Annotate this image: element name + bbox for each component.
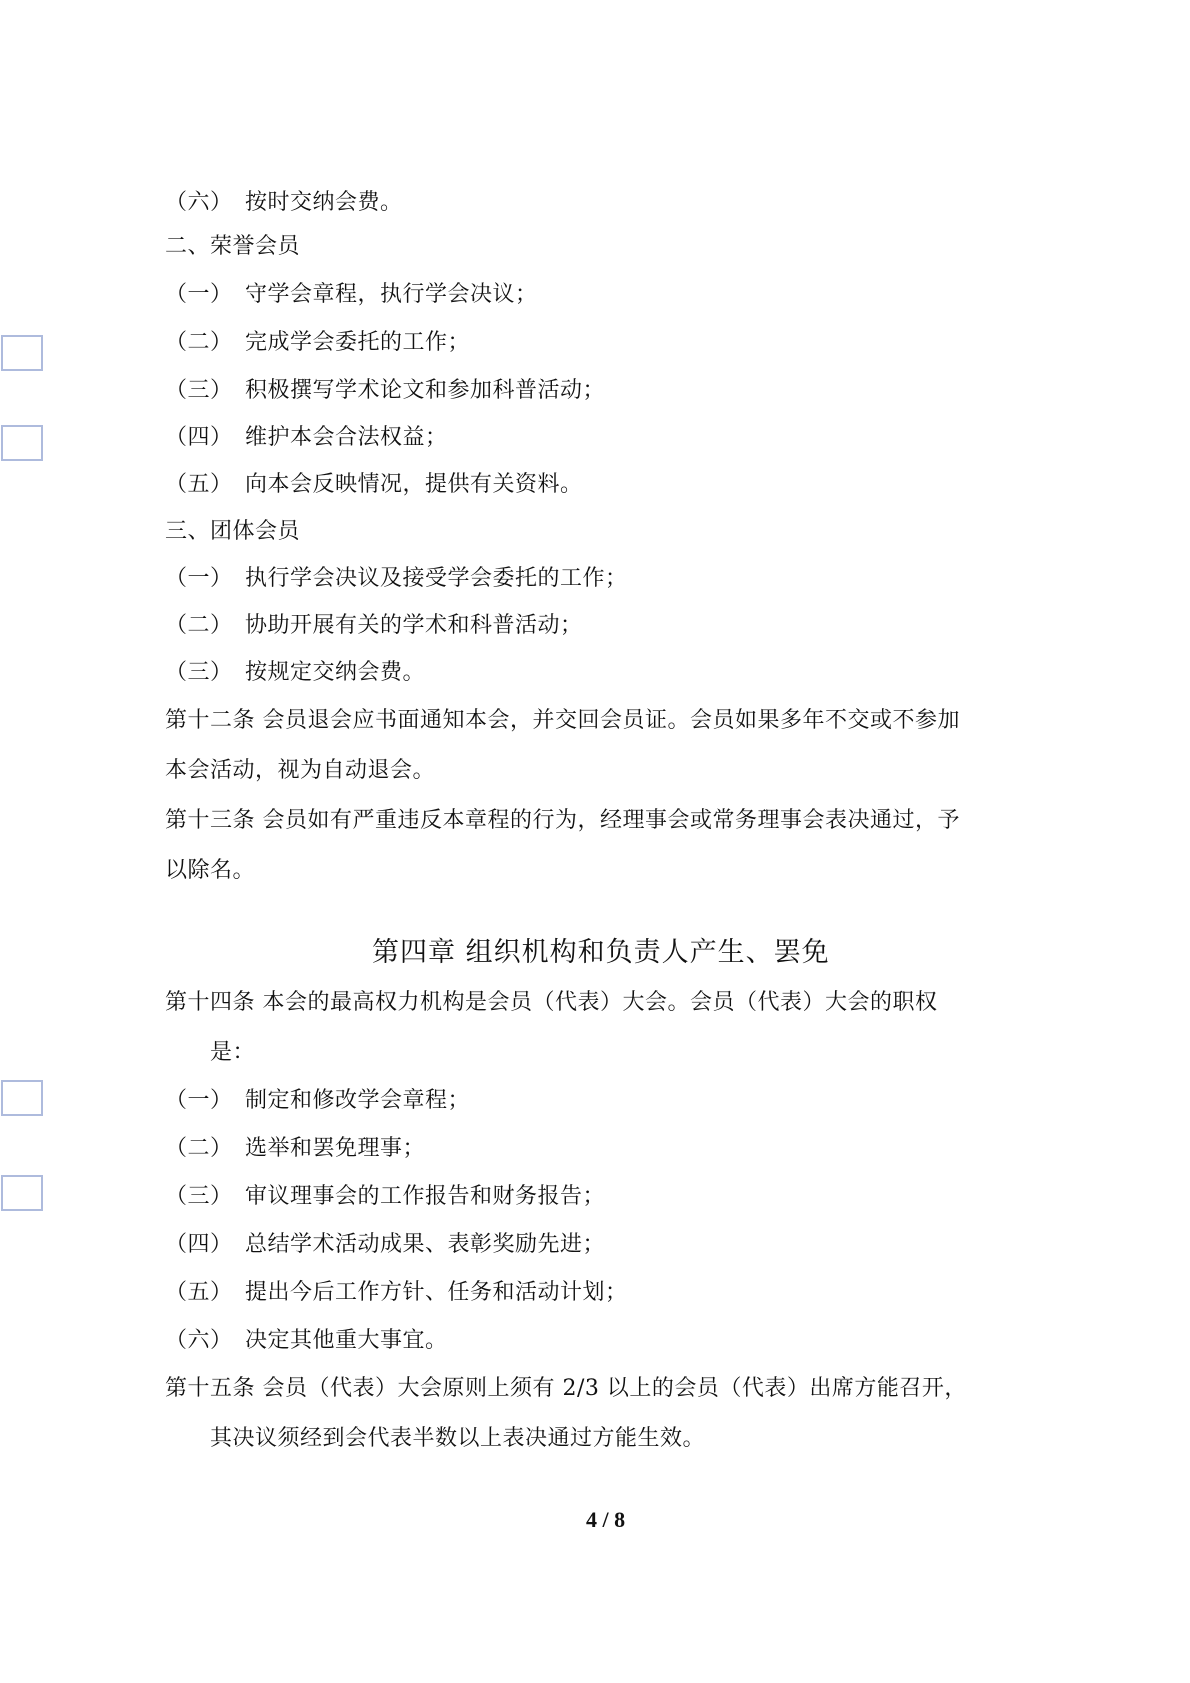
list-item: （一） 执行学会决议及接受学会委托的工作； <box>165 566 628 591</box>
list-item: （一） 守学会章程，执行学会决议； <box>165 282 538 307</box>
article-14: 第十四条 本会的最高权力机构是会员（代表）大会。会员（代表）大会的职权 <box>165 990 938 1015</box>
list-item: （二） 协助开展有关的学术和科普活动； <box>165 613 583 638</box>
section-heading: 三、团体会员 <box>165 519 301 544</box>
section-heading: 二、荣誉会员 <box>165 234 301 259</box>
list-item: （三） 审议理事会的工作报告和财务报告； <box>165 1184 606 1209</box>
list-item: （五） 提出今后工作方针、任务和活动计划； <box>165 1280 628 1305</box>
item-text: 按时交纳会费。 <box>245 190 403 215</box>
item-number: （六） <box>165 190 233 215</box>
article-15-cont: 其决议须经到会代表半数以上表决通过方能生效。 <box>210 1426 706 1451</box>
article-12: 第十二条 会员退会应书面通知本会，并交回会员证。会员如果多年不交或不参加 <box>165 708 960 733</box>
chapter-title: 第四章 组织机构和负责人产生、罢免 <box>372 937 830 968</box>
page-number: 4 / 8 <box>586 1507 626 1532</box>
article-14-cont: 是： <box>210 1040 256 1065</box>
list-item: （四） 总结学术活动成果、表彰奖励先进； <box>165 1232 606 1257</box>
list-item: （二） 完成学会委托的工作； <box>165 330 471 355</box>
list-item: （三） 积极撰写学术论文和参加科普活动； <box>165 378 606 403</box>
article-13: 第十三条 会员如有严重违反本章程的行为，经理事会或常务理事会表决通过，予 <box>165 808 960 833</box>
list-item: （一） 制定和修改学会章程； <box>165 1088 471 1113</box>
stamp-mark-icon <box>0 1170 48 1218</box>
stamp-mark-icon <box>0 420 48 468</box>
list-item: （二） 选举和罢免理事； <box>165 1136 426 1161</box>
list-item: （四） 维护本会合法权益； <box>165 425 448 450</box>
stamp-mark-icon <box>0 330 48 378</box>
article-13-cont: 以除名。 <box>165 858 256 883</box>
list-item: （六） 决定其他重大事宜。 <box>165 1328 448 1353</box>
list-item: （三） 按规定交纳会费。 <box>165 660 426 685</box>
stamp-mark-icon <box>0 1075 48 1123</box>
list-item <box>165 188 403 218</box>
article-15: 第十五条 会员（代表）大会原则上须有 2/3 以上的会员（代表）出席方能召开， <box>165 1376 967 1401</box>
article-12-cont: 本会活动，视为自动退会。 <box>165 758 436 783</box>
list-item: （五） 向本会反映情况，提供有关资料。 <box>165 472 583 497</box>
